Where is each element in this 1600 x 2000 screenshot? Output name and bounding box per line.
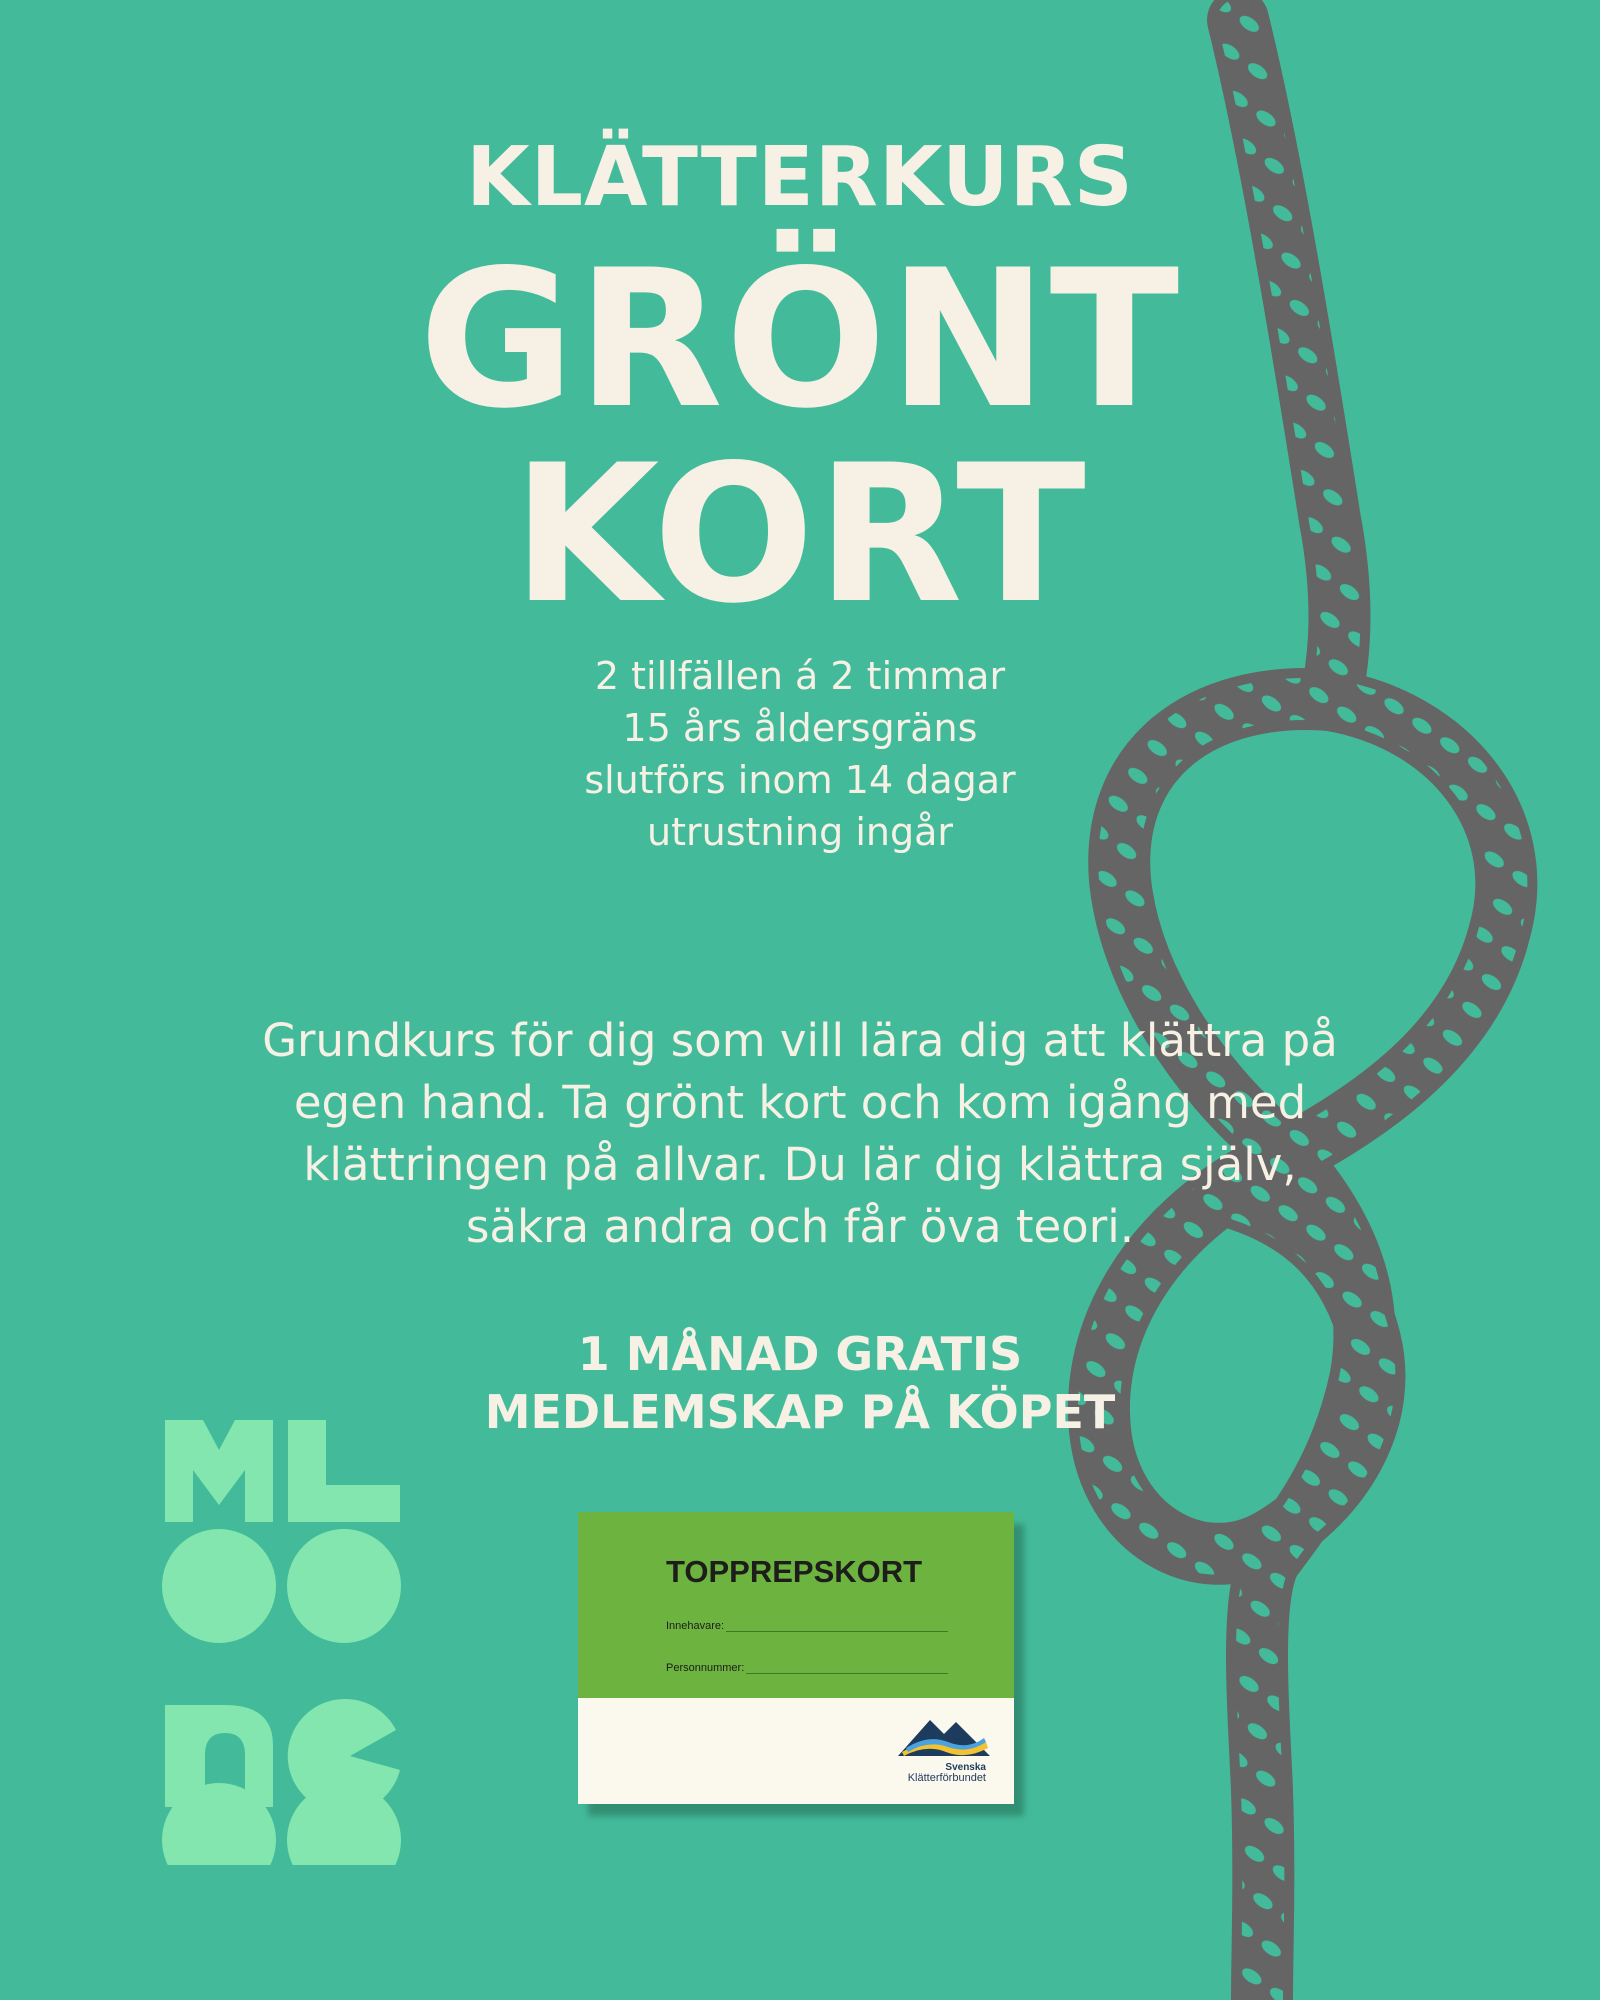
promo-line-1: 1 MÅNAD GRATIS (577, 1327, 1023, 1381)
topprep-card (578, 1512, 1014, 1804)
personal-number-label: Personnummer: (666, 1662, 745, 1674)
course-kicker: KLÄTTERKURS (466, 130, 1134, 225)
org-name-line-1: Svenska (945, 1762, 986, 1773)
title-line-1: GRÖNT (418, 229, 1182, 450)
fact-item: slutförs inom 14 dagar (584, 758, 1016, 802)
course-facts (0, 650, 1600, 858)
card-title: TOPPREPSKORT (666, 1554, 923, 1589)
mountain-logo-icon (896, 1712, 992, 1760)
geometric-logo (160, 1415, 405, 1865)
org-name (896, 1762, 986, 1784)
personal-number-field (666, 1662, 948, 1674)
holder-label: Innehavare: (666, 1620, 725, 1632)
holder-line (726, 1622, 948, 1632)
fact-item: 15 års åldersgräns (622, 706, 978, 750)
org-name-line-2: Klätterförbundet (907, 1772, 986, 1784)
fact-item: 2 tillfällen á 2 timmar (594, 654, 1006, 698)
course-description: Grundkurs för dig som vill lära dig att klättra på egen hand. Ta grönt kort och kom igång med klättringen på allvar. Du lär dig klättra själv, säkra andra och får öva teori. (262, 1014, 1338, 1253)
fact-item: utrustning ingår (647, 810, 953, 854)
holder-field (666, 1620, 948, 1632)
personal-number-line (746, 1664, 948, 1674)
promo-line-2: MEDLEMSKAP PÅ KÖPET (484, 1385, 1116, 1439)
title-line-2: KORT (512, 424, 1088, 645)
